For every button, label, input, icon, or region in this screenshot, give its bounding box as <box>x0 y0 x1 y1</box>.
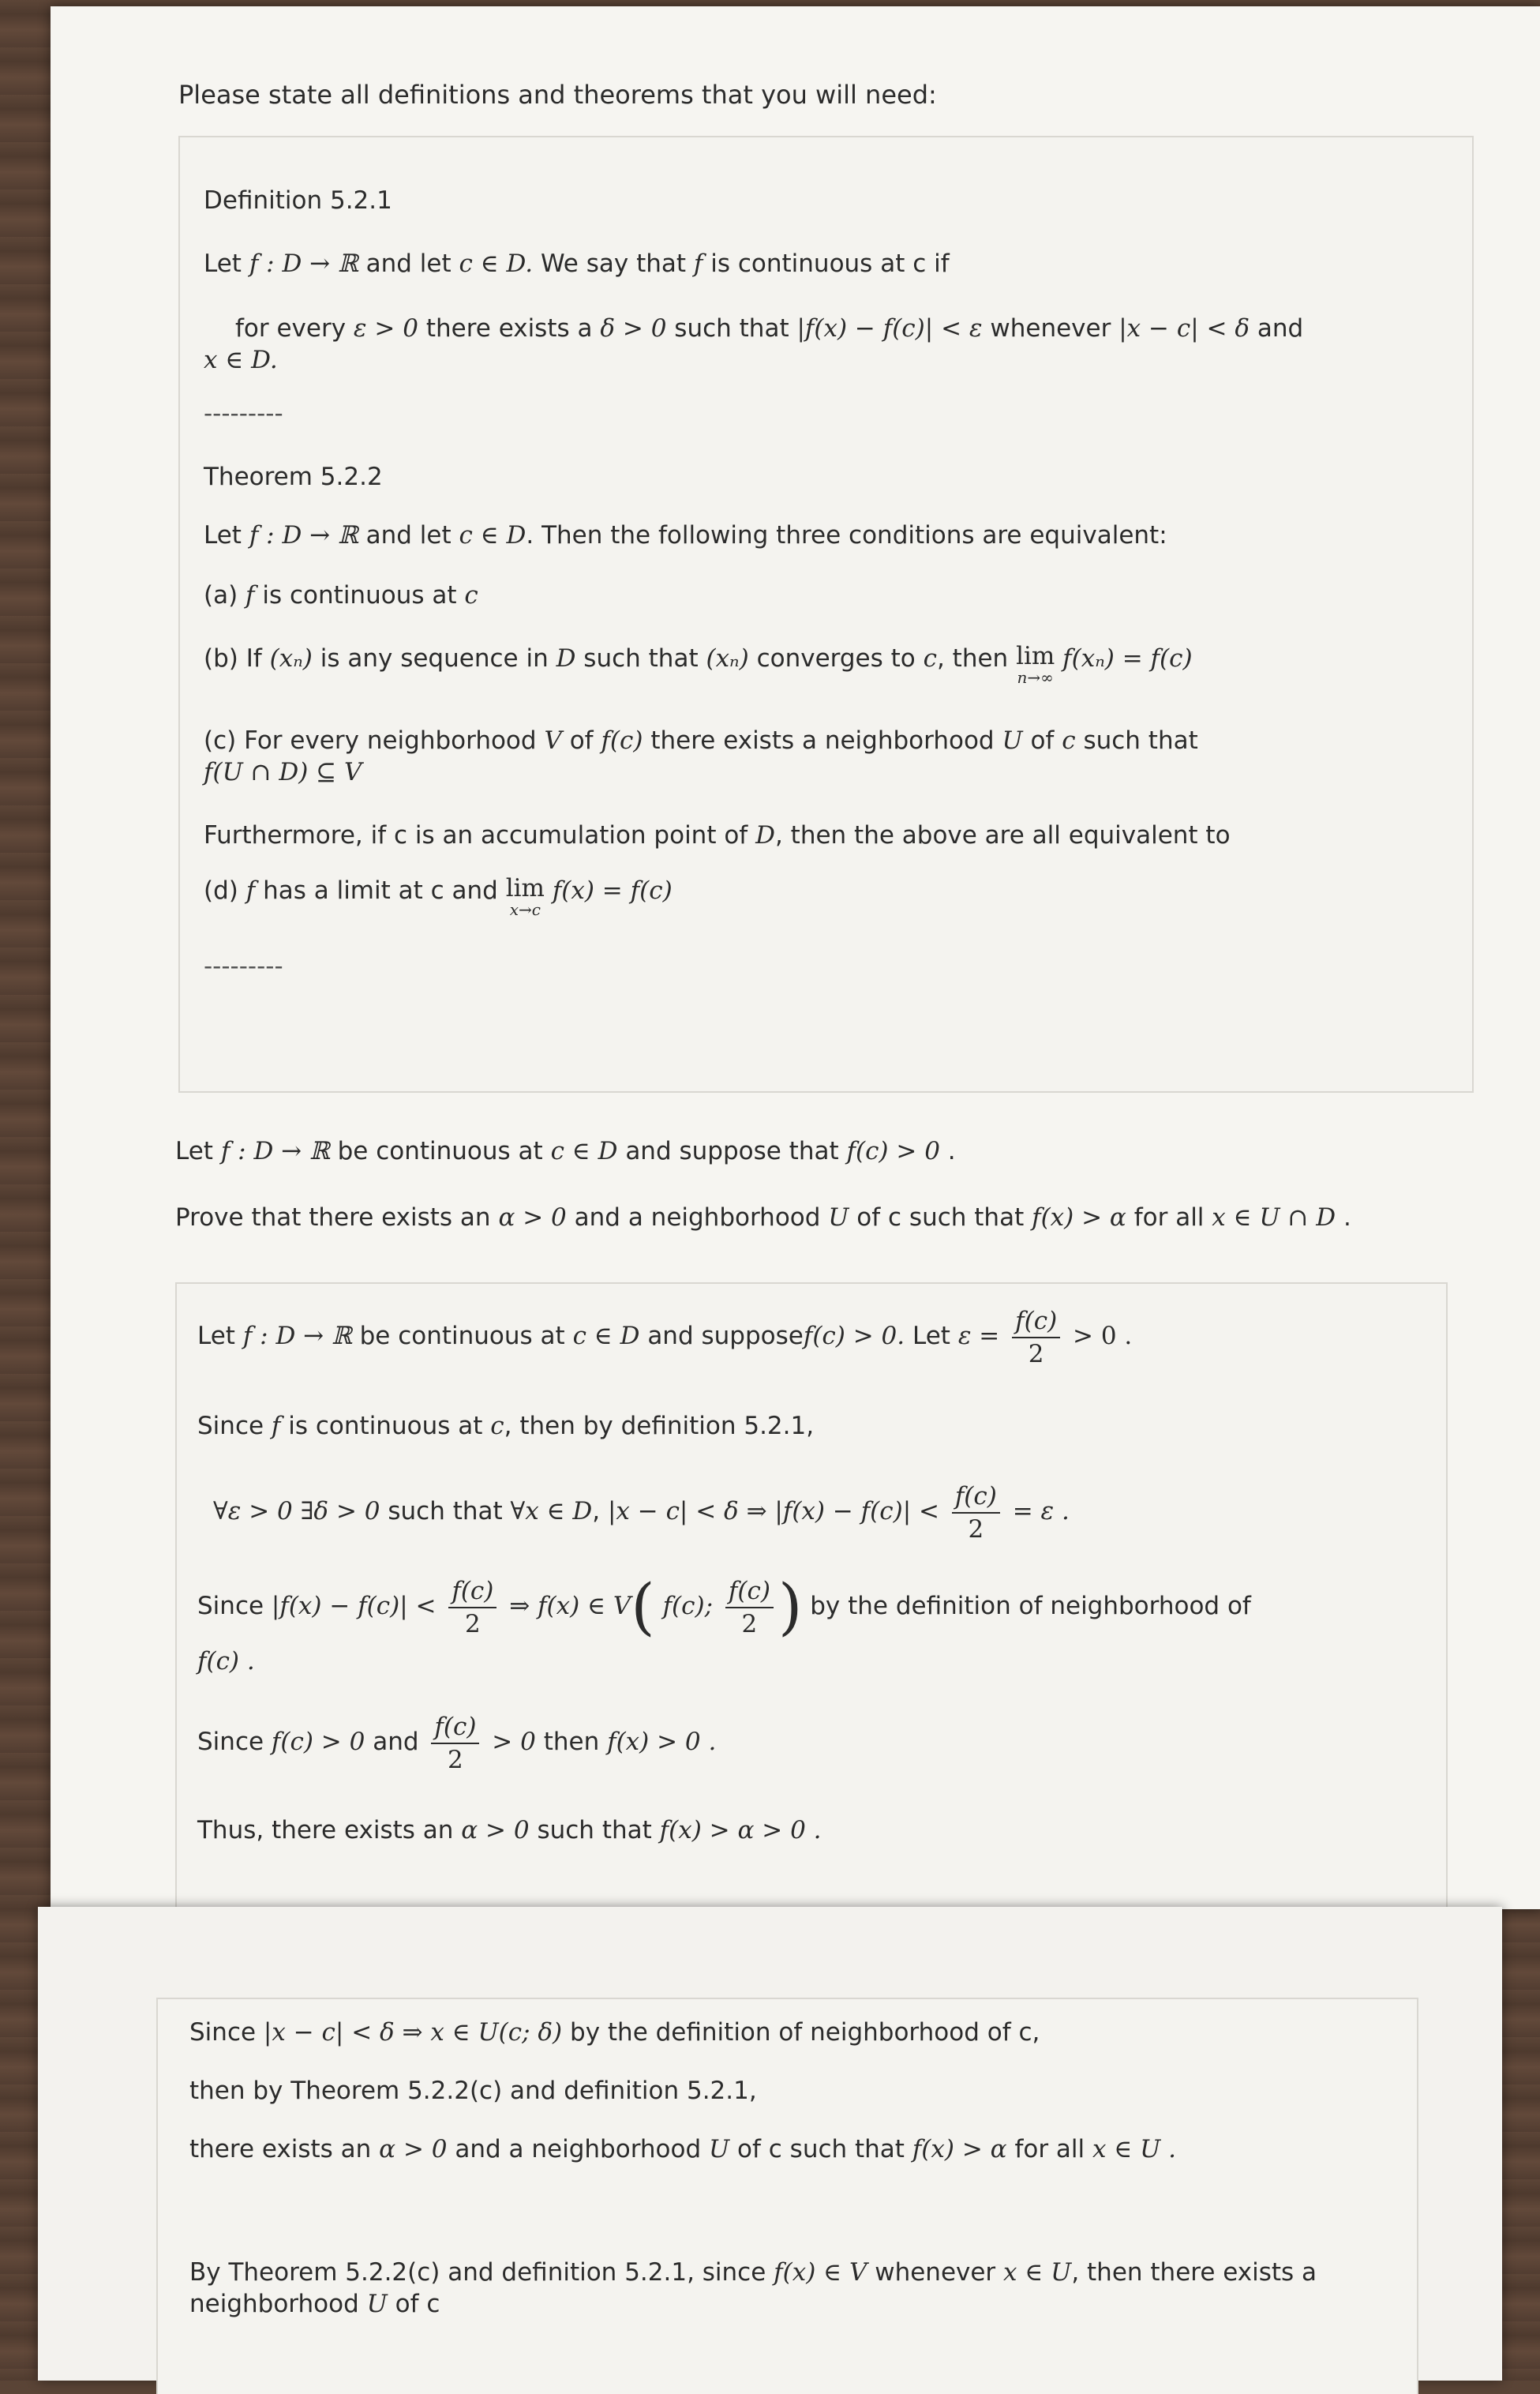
proof-line-5: Since f(c) > 0 and $\frac{f(c)}{2}$ > 0 then f(x) > 0 . <box>197 1712 717 1774</box>
proof-answer-box <box>175 1282 1448 1916</box>
top-printout <box>51 6 1540 1909</box>
theorem-title: Theorem 5.2.2 <box>204 463 383 491</box>
theorem-furthermore: Furthermore, if c is an accumulation point of D, then the above are all equivalent to <box>204 821 1231 850</box>
theorem-intro: Let f : D → ℝ and let c ∈ D. Then the following three conditions are equivalent: <box>204 521 1167 550</box>
theorem-item-c: (c) For every neighborhood V of f(c) there exists a neighborhood U of c such that <box>204 726 1198 755</box>
theorem-separator: --------- <box>204 952 283 981</box>
bottom-printout <box>38 1907 1502 2381</box>
theorem-item-a: (a) f is continuous at c <box>204 581 478 610</box>
continuation-line-2: then by Theorem 5.2.2(c) and definition 5.2.1, <box>189 2077 757 2105</box>
proof-line-1: Let f : D → ℝ be continuous at c ∈ D and supposef(c) > 0. Let ε = $\frac{f(c)}{2}$ > 0 . <box>197 1306 1133 1368</box>
definition-intro: Let f : D → ℝ and let c ∈ D. We say that f is continuous at c if <box>204 250 950 278</box>
proof-line-2: Since f is continuous at c, then by definition 5.2.1, <box>197 1412 815 1440</box>
continuation-answer-box <box>156 1998 1418 2394</box>
definition-separator: --------- <box>204 400 283 428</box>
proof-line-4-cont: f(c) . <box>197 1647 255 1675</box>
theorem-item-b: (b) If (xₙ) is any sequence in D such that (xₙ) converges to c, then lim n→∞ f(xₙ) = f(c) <box>204 642 1193 687</box>
definition-condition: for every ε > 0 there exists a δ > 0 such that |f(x) − f(c)| < ε whenever |x − c| < δ and <box>235 314 1304 343</box>
definition-title: Definition 5.2.1 <box>204 186 392 215</box>
continuation-line-1: Since |x − c| < δ ⇒ x ∈ U(c; δ) by the definition of neighborhood of c, <box>189 2018 1040 2047</box>
problem-line-2: Prove that there exists an α > 0 and a neighborhood U of c such that f(x) > α for all x ∈ U ∩ D . <box>175 1203 1351 1232</box>
definitions-box <box>178 136 1474 1093</box>
continuation-line-4: By Theorem 5.2.2(c) and definition 5.2.1, since f(x) ∈ V whenever x ∈ U, then there exists a <box>189 2258 1317 2287</box>
theorem-item-d: (d) f has a limit at c and lim x→c f(x) = f(c) <box>204 874 673 919</box>
prompt-heading: Please state all definitions and theorems that you will need: <box>178 80 937 110</box>
continuation-line-3: there exists an α > 0 and a neighborhood U of c such that f(x) > α for all x ∈ U . <box>189 2135 1176 2163</box>
theorem-item-c-line2: f(U ∩ D) ⊆ V <box>204 758 362 786</box>
continuation-line-4-cont: neighborhood U of c <box>189 2290 440 2318</box>
proof-line-6: Thus, there exists an α > 0 such that f(x) > α > 0 . <box>197 1816 822 1844</box>
definition-condition-line2: x ∈ D. <box>204 346 278 374</box>
proof-line-4: Since |f(x) − f(c)| < $\frac{f(c)}{2}$ ⇒ f(x) ∈ V( f(c); $\frac{f(c)}{2}$ ) by the definition of neighborhood of <box>197 1571 1251 1643</box>
problem-line-1: Let f : D → ℝ be continuous at c ∈ D and suppose that f(c) > 0 . <box>175 1137 956 1165</box>
proof-line-3: ∀ε > 0 ∃δ > 0 such that ∀x ∈ D, |x − c| < δ ⇒ |f(x) − f(c)| < $\frac{f(c)}{2}$ = ε . <box>213 1481 1070 1544</box>
